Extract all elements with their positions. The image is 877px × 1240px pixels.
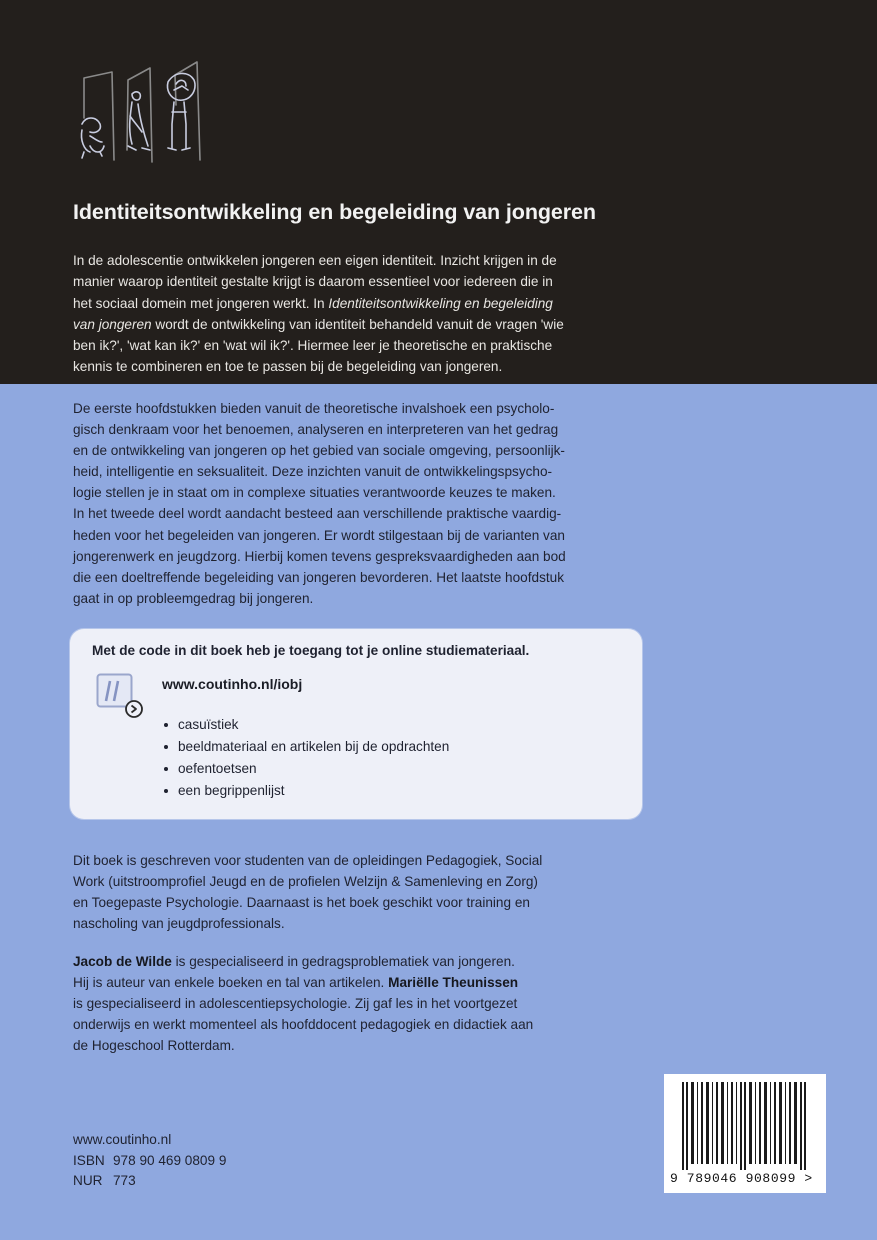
nur-label: NUR bbox=[73, 1173, 103, 1188]
author-bio: is gespecialiseerd in gedragsproblematiek van jongeren. bbox=[171, 954, 515, 969]
barcode-bars-icon bbox=[664, 1074, 826, 1174]
text-line: De eerste hoofdstukken bieden vanuit de theoretische invalshoek een psycholo- bbox=[73, 401, 555, 416]
publisher-info bbox=[73, 1130, 226, 1192]
intro-line: In de adolescentie ontwikkelen jongeren een eigen identiteit. Inzicht krijgen in de bbox=[73, 253, 557, 268]
text-line: Work (uitstroomprofiel Jeugd en de profielen Welzijn & Samenleving en Zorg) bbox=[73, 874, 538, 890]
intro-line: manier waarop identiteit gestalte krijgt is daarom essentieel voor iedereen die in bbox=[73, 274, 553, 290]
intro-text: wordt de ontwikkeling van identiteit behandeld vanuit de vragen 'wie bbox=[151, 316, 564, 332]
isbn-value: 978 90 469 0809 9 bbox=[113, 1152, 227, 1168]
text-line: logie stellen je in staat om in complexe situaties verantwoorde keuzes te maken. bbox=[73, 485, 556, 501]
intro-line: ben ik?', 'wat kan ik?' en 'wat wil ik?'. Hiermee leer je theoretische en praktische bbox=[73, 338, 553, 354]
online-material-list bbox=[162, 714, 449, 802]
author-name: Mariëlle Theunissen bbox=[388, 975, 519, 991]
intro-text: het sociaal domein met jongeren werkt. In bbox=[73, 295, 329, 311]
barcode-digits: 9 789046 908099 > bbox=[670, 1171, 813, 1186]
text-line: gisch denkraam voor het benoemen, analyseren en interpreteren van het gedrag bbox=[73, 422, 559, 438]
text-line bbox=[73, 972, 713, 993]
text-line: is gespecialiseerd in adolescentiepsychologie. Zij gaf les in het voortgezet bbox=[73, 996, 518, 1012]
intro-line bbox=[73, 314, 713, 335]
online-material-icon bbox=[96, 673, 144, 719]
list-item: oefentoetsen bbox=[162, 758, 449, 780]
text-line: Dit boek is geschreven voor studenten van de opleidingen Pedagogiek, Social bbox=[73, 853, 543, 868]
contents-paragraph bbox=[73, 398, 713, 609]
list-item: een begrippenlijst bbox=[162, 780, 449, 802]
text-line: de Hogeschool Rotterdam. bbox=[73, 1038, 235, 1054]
author-bio: Hij is auteur van enkele boeken en tal van artikelen. bbox=[73, 975, 389, 991]
isbn-label: ISBN bbox=[73, 1152, 105, 1168]
sketch-figures-icon bbox=[72, 50, 222, 170]
intro-line bbox=[73, 293, 713, 314]
book-title-italic: van jongeren bbox=[73, 316, 152, 332]
top-band bbox=[0, 0, 877, 384]
online-url-link[interactable]: www.coutinho.nl/iobj bbox=[162, 676, 303, 692]
book-title-italic: Identiteitsontwikkeling en begeleiding bbox=[328, 295, 553, 311]
text-line: heid, intelligentie en seksualiteit. Deze inzichten vanuit de ontwikkelingspsycho- bbox=[73, 464, 553, 480]
nur-row bbox=[73, 1171, 226, 1192]
text-line: heden voor het begeleiden van jongeren. Er wordt stilgestaan bij de varianten van bbox=[73, 527, 565, 543]
authors-paragraph bbox=[73, 951, 713, 1056]
text-line: In het tweede deel wordt aandacht besteed aan verschillende praktische vaardig- bbox=[73, 506, 562, 522]
list-item: beeldmateriaal en artikelen bij de opdrachten bbox=[162, 736, 449, 758]
nur-value: 773 bbox=[113, 1173, 136, 1188]
barcode bbox=[664, 1074, 826, 1193]
book-title: Identiteitsontwikkeling en begeleiding van jongeren bbox=[73, 200, 596, 224]
text-line: gaat in op probleemgedrag bij jongeren. bbox=[73, 590, 314, 606]
author-name: Jacob de Wilde bbox=[73, 954, 172, 969]
text-line: nascholing van jeugdprofessionals. bbox=[73, 916, 285, 932]
intro-line: kennis te combineren en toe te passen bij de begeleiding van jongeren. bbox=[73, 359, 503, 375]
text-line: die een doeltreffende begeleiding van jongeren bevorderen. Het laatste hoofdstuk bbox=[73, 569, 564, 585]
online-material-box bbox=[70, 629, 642, 819]
isbn-row bbox=[73, 1151, 226, 1172]
text-line: jongerenwerk en jeugdzorg. Hierbij komen tevens gespreksvaardigheden aan bod bbox=[73, 548, 566, 564]
list-item: casuïstiek bbox=[162, 714, 449, 736]
online-box-intro: Met de code in dit boek heb je toegang tot je online studiemateriaal. bbox=[92, 643, 530, 658]
publisher-website[interactable]: www.coutinho.nl bbox=[73, 1132, 172, 1147]
text-line: en de ontwikkeling van jongeren op het gebied van sociale omgeving, persoonlijk- bbox=[73, 443, 565, 459]
text-line: onderwijs en werkt momenteel als hoofddocent pedagogiek en didactiek aan bbox=[73, 1017, 534, 1033]
audience-paragraph bbox=[73, 850, 713, 934]
intro-paragraph bbox=[73, 250, 713, 378]
text-line bbox=[73, 951, 713, 972]
text-line: en Toegepaste Psychologie. Daarnaast is het boek geschikt voor training en bbox=[73, 895, 530, 911]
